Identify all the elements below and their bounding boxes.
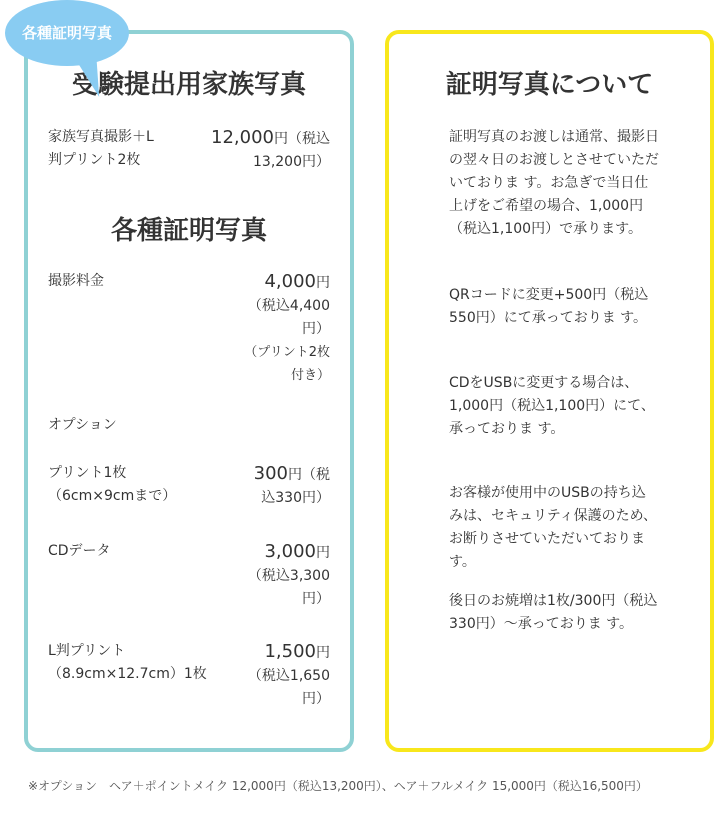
shooting-fee-price: 4,000: [264, 271, 316, 292]
shooting-fee-note: （プリント2枚 付き）: [244, 345, 330, 383]
paragraph-reprint: 後日のお焼増は1枚/300円（税込330円）〜承っておりま す。: [449, 593, 658, 632]
paragraph-delivery: 証明写真のお渡しは通常、撮影日の翌々日のお渡しとさせていただいておりま す。お急ぎで当日仕上げをご希望の場合、1,000円（税込1,100円）で承ります。: [449, 129, 659, 237]
family-photo-row: [48, 126, 330, 176]
print-row: [48, 462, 330, 512]
paragraph-own-usb: お客様が使用中のUSBの持ち込みは、セキュリティ保護のため、お断りさせていただいております。: [449, 485, 658, 570]
cd-data-label: CDデータ: [48, 543, 111, 559]
cd-data-tax: （税込3,300 円）: [247, 568, 330, 607]
l-print-label: L判プリント （8.9cm×12.7cm）1枚: [48, 643, 207, 682]
option-heading-label: オプション: [48, 417, 117, 433]
id-photo-badge: [5, 0, 129, 70]
cd-data-row: [48, 540, 330, 614]
family-photo-title: 受験提出用家族写真: [71, 70, 306, 100]
shooting-fee-row: [48, 270, 330, 390]
paragraph-qr: QRコードに変更+500円（税込550円）にて承っておりま す。: [449, 287, 649, 326]
id-photo-title: 各種証明写真: [110, 216, 267, 246]
family-photo-price: 12,000: [211, 127, 274, 148]
about-id-photo-title: 証明写真について: [445, 70, 654, 100]
l-print-price-block: [180, 640, 330, 711]
cd-data-price-block: [180, 540, 330, 611]
option-heading-row: [48, 414, 330, 438]
l-print-tax: （税込1,650 円）: [247, 668, 330, 707]
family-photo-price-suffix: 円（税込 13,200円）: [253, 131, 330, 170]
shooting-fee-price-suffix: 円: [316, 275, 330, 291]
print-price: 300: [253, 463, 288, 484]
paragraph-usb: CDをUSBに変更する場合は、1,000円（税込1,100円）にて、承っておりま す。: [449, 375, 655, 437]
print-label: プリント1枚 （6cm×9cmまで）: [48, 465, 177, 504]
l-print-row: [48, 640, 330, 714]
print-price-suffix: 円（税 込330円）: [261, 467, 330, 506]
cd-data-price-suffix: 円: [316, 545, 330, 561]
shooting-fee-label: 撮影料金: [48, 273, 104, 289]
family-photo-price-block: [180, 126, 330, 174]
about-id-photo-card: [385, 30, 714, 752]
shooting-fee-tax: （税込4,400 円）: [247, 298, 330, 337]
cd-data-price: 3,000: [264, 541, 316, 562]
makeup-option-footnote: ※オプション ヘア＋ポイントメイク 12,000円（税込13,200円）、ヘア＋フルメイク 15,000円（税込16,500円）: [28, 779, 648, 793]
shooting-fee-price-block: [180, 270, 330, 387]
family-photo-card: [24, 30, 354, 752]
print-price-block: [180, 462, 330, 510]
family-photo-label: 家族写真撮影＋L 判プリント2枚: [48, 129, 154, 168]
badge-label: 各種証明写真: [21, 24, 112, 42]
l-print-price-suffix: 円: [316, 645, 330, 661]
l-print-price: 1,500: [264, 641, 316, 662]
